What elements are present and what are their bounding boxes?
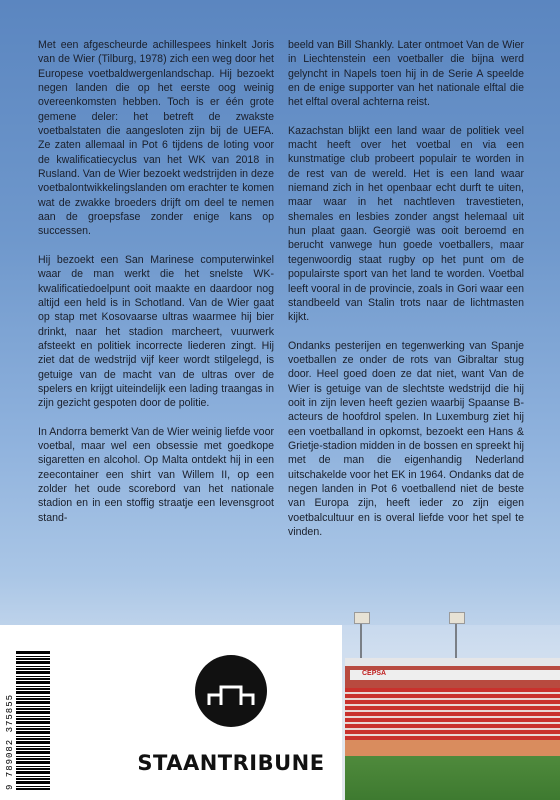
barcode-icon — [16, 650, 50, 790]
running-track — [345, 740, 560, 756]
paragraph: In Andorra bemerkt Van de Wier weinig liefde voor voetbal, maar wel een obsessie met goedkope sigaretten en alcohol. Op Malta ontdekt hij in een zeecontainer een shirt van Willem II, op een zolder het oude scorebord van het nationale stadion en in een stoffig straatje een levensgroot stand- — [38, 425, 274, 524]
left-text-column — [38, 38, 274, 539]
paragraph: Met een afgescheurde achillespees hinkelt Joris van de Wier (Tilburg, 1978) zich een weg door het Europese voetbaldwergenlandschap. Hij bezoekt negen landen die op het eerste oog weinig overeenkomsten hebben. Toch is er één grote gemene deler: het betreft de zwakste voetbalstaten die aangesloten zijn bij de UEFA. Ze zaten allemaal in Pot 6 tijdens de loting voor de kwalificatiecyclus van het WK van 2018 in Rusland. Van de Wier bezoekt wedstrijden in deze voetbalontwikkelingslanden om erachter te komen wat de zwakke broeders drijft om deel te nemen aan de groepsfase zonder enige kans op successen. — [38, 39, 274, 238]
paragraph: Ondanks pesterijen en tegenwerking van Spanje voetballen ze onder de rots van Gibraltar stug door. Heel goed doen ze dat niet, want Van de Wier is getuige van de slechtste wedstrijd die hij ooit in zijn leven heeft gezien waarbij Spaanse B-acteurs de hoofdrol spelen. In Luxemburg ziet hij een voetballand in opkomst, bezoekt een Hans & Grietje-stadion midden in de bossen en spreekt hij met de man die eigenhandig Nederland uitschakelde voor het EK in 1964. Ondanks dat de negen landen in Pot 6 voetballend niet de beste van Europa zijn, heeft ieder zo zijn eigen voetbalcultuur en is overal liefde voor het spel te vinden. — [288, 339, 524, 538]
right-text-column — [288, 38, 524, 553]
advertising-text: CEPSA — [362, 670, 387, 677]
paragraph: Hij bezoekt een San Marinese computerwinkel waar de man werkt die het snelste WK-kwalificatiedoelpunt ooit maakte en daardoor nog altijd een held is in Schotland. Van de Wier gaat op stap met Kosovaarse ultras waarmee hij bier drinkt, naar het stadion marcheert, vuurwerk afsteekt en politiek incorrecte liederen zingt. Hij ziet dat de wedstrijd vijf keer wordt stilgelegd, is getuige van de macht van de ultras over de spelers en krijgt uiteindelijk een lading traangas in zijn gezicht gespoten door de politie. — [38, 253, 274, 410]
staantribune-logo-icon — [195, 655, 267, 727]
stadium-seats — [345, 688, 560, 740]
barcode-number: 9 789082 375855 — [5, 693, 15, 790]
publisher-name: STAANTRIBUNE — [137, 751, 325, 775]
paragraph: Kazachstan blijkt een land waar de politiek veel macht heeft over het voetbal en via een kunstmatige club probeert populair te worden in de rest van de wereld. Het is een land waar niemand zich in het openbaar echt durft te uiten, maar waar in het nachtleven travestieten, shemales en lesbies zonder angst helemaal uit hun plaat gaan. Georgië was ooit beroemd en berucht vanwege hun goede voetballers, maar tegenwoordig staat rugby op het punt om de populairste sport van het land te worden. Voetbal leeft vooral in de provincie, zoals in Gori waar een standbeeld van Stalin trots naar de lichtmasten kijkt. — [288, 124, 524, 324]
floodlight — [449, 612, 465, 624]
stand-roof — [345, 658, 560, 666]
pitch-grass — [345, 756, 560, 800]
floodlight — [354, 612, 370, 624]
paragraph: beeld van Bill Shankly. Later ontmoet Van de Wier in Liechtenstein een voetballer die bijna werd gelyncht in Napels toen hij in de Serie A speelde en de enige supporter van het nationale elftal die het elftal overal achterna reist. — [288, 39, 524, 109]
